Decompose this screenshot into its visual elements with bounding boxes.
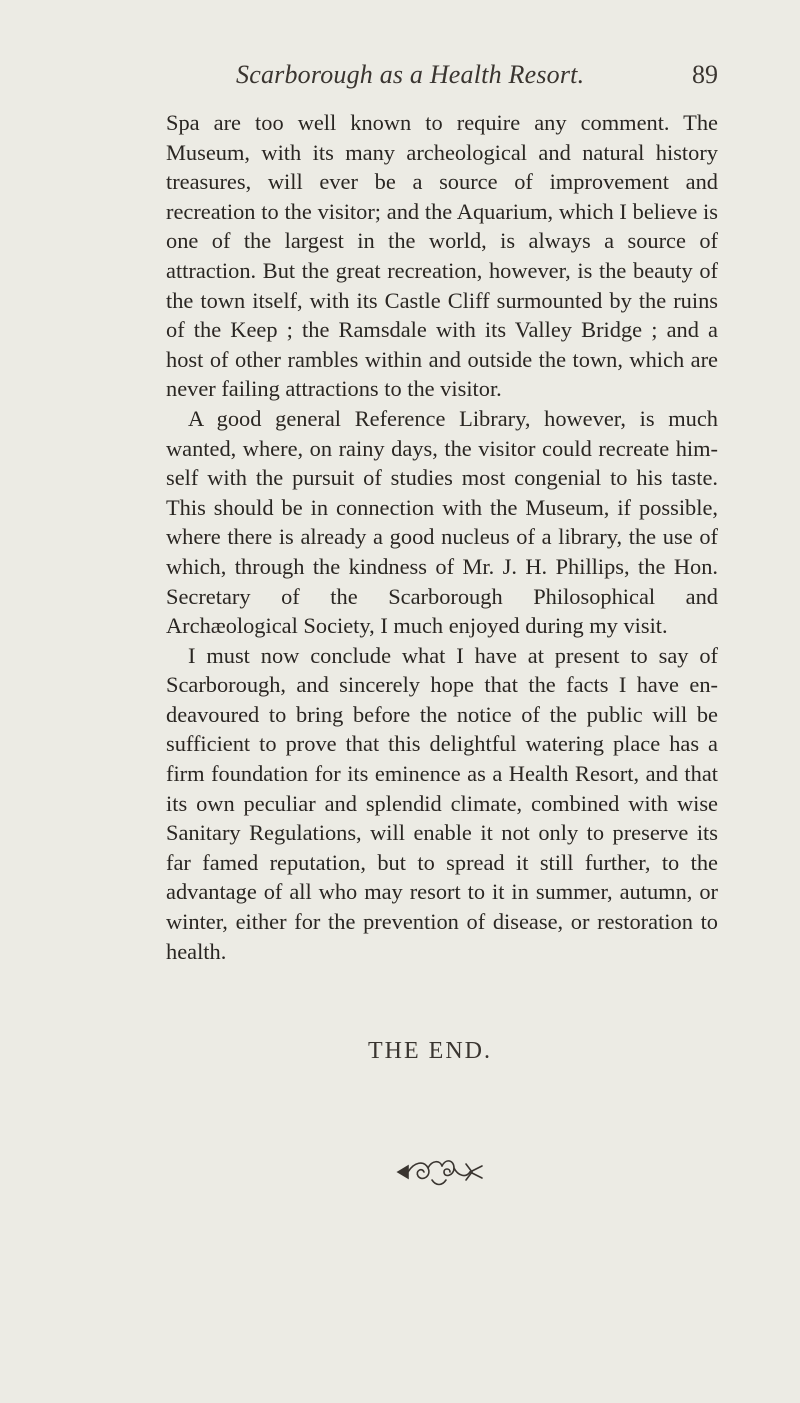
fleuron-ornament-icon <box>396 1154 486 1190</box>
body-text <box>166 108 718 966</box>
paragraph-1: Spa are too well known to require any comment. The Museum, with its many archeological and natural history treasures, will ever be a source of improvement and recreation to the visitor; and the Aquarium, which I believe is one of the largest in the world, is always a source of attraction. But the great recreation, however, is the beauty of the town itself, with its Castle Cliff surmounted by the ruins of the Keep ; the Ramsdale with its Valley Bridge ; and a host of other rambles within and outside the town, which are never failing attractions to the visitor. <box>166 110 718 402</box>
the-end-heading <box>0 1038 800 1065</box>
paragraph-2: A good general Reference Library, however, is much wanted, where, on rainy days, the visitor could recreate him-self with the pursuit of studies most congenial to his taste. This should be in connection with the Museum, if possible, where there is already a good nucleus of a library, the use of which, through the kindness of Mr. J. H. Phillips, the Hon. Secretary of the Scarborough Philosophical and Archæological Society, I much enjoyed during my visit. <box>166 405 718 639</box>
page-number: 89 <box>692 60 718 89</box>
the-end-label: THE END. <box>368 1038 492 1064</box>
paragraph-3: I must now conclude what I have at present to say of Scarborough, and sincerely hope that the facts I have en-deavoured to bring before the notice of the public will be sufficient to prove that this delightful watering place has a firm foundation for its eminence as a Health Resort, and that its own peculiar and splendid climate, combined with wise Sanitary Regulations, will enable it not only to preserve its far famed reputation, but to spread it still further, to the advantage of all who may resort to it in summer, autumn, or winter, either for the prevention of disease, or restoration to health. <box>166 642 718 964</box>
running-title: Scarborough as a Health Resort. <box>236 60 585 89</box>
